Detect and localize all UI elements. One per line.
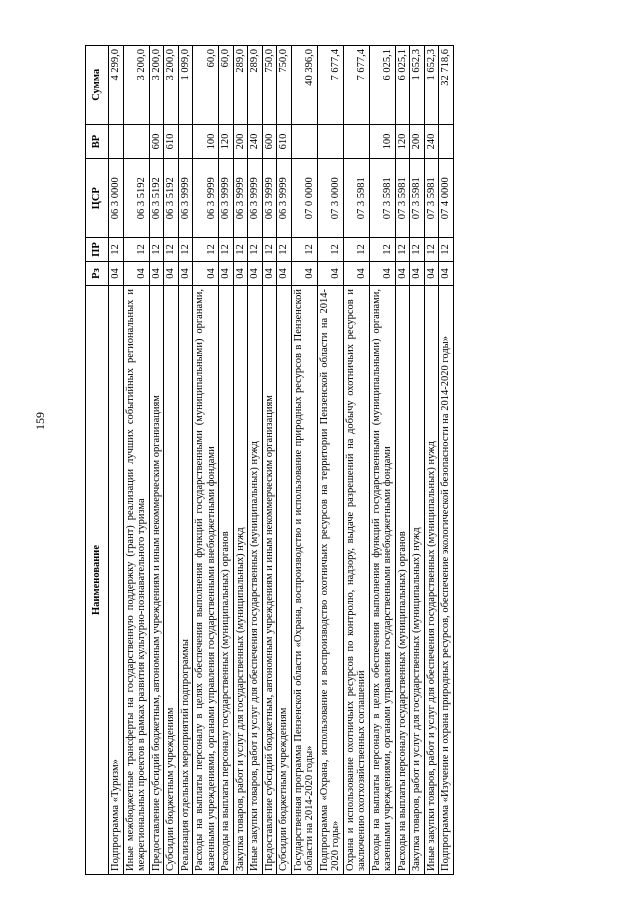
cell-sum: 60,0 (219, 46, 234, 125)
cell-rz: 04 (109, 262, 124, 286)
cell-vr (123, 124, 149, 159)
cell-pr: 12 (291, 238, 317, 262)
cell-name: Реализация отдельных мероприятий подпрограммы (178, 285, 193, 874)
cell-csr: 07 3 0000 (317, 159, 343, 238)
table-row (439, 46, 454, 875)
cell-rz: 04 (233, 262, 248, 286)
cell-csr: 06 3 0000 (109, 159, 124, 238)
cell-rz: 04 (410, 262, 425, 286)
table-row (219, 46, 234, 875)
cell-vr (291, 124, 317, 159)
cell-csr: 06 3 9999 (262, 159, 277, 238)
cell-rz: 04 (317, 262, 343, 286)
cell-pr: 12 (219, 238, 234, 262)
cell-name: Расходы на выплаты персоналу в целях обеспечения выполнения функций государственными (муниципальными) органами, казенными учреждениями, органами управления государственными внебюджетными фондами (193, 285, 219, 874)
cell-rz: 04 (439, 262, 454, 286)
cell-vr: 600 (149, 124, 164, 159)
cell-rz: 04 (291, 262, 317, 286)
cell-csr: 07 3 5981 (369, 159, 395, 238)
cell-sum: 60,0 (193, 46, 219, 125)
table-row (233, 46, 248, 875)
table-row (109, 46, 124, 875)
budget-table (85, 45, 454, 875)
cell-rz: 04 (178, 262, 193, 286)
header-pr: ПР (86, 238, 109, 262)
cell-vr (343, 124, 369, 159)
cell-csr: 07 3 5981 (424, 159, 439, 238)
cell-rz: 04 (395, 262, 410, 286)
cell-rz: 04 (149, 262, 164, 286)
cell-rz: 04 (369, 262, 395, 286)
header-rz: Рз (86, 262, 109, 286)
table-row (193, 46, 219, 875)
cell-vr: 120 (219, 124, 234, 159)
cell-csr: 06 3 9999 (219, 159, 234, 238)
cell-name: Расходы на выплаты персоналу в целях обеспечения выполнения функций государственными (муниципальными) органами, казенными учреждениями, органами управления государственными внебюджетными фондами (369, 285, 395, 874)
cell-pr: 12 (410, 238, 425, 262)
cell-csr: 07 3 5981 (343, 159, 369, 238)
cell-csr: 07 3 5981 (395, 159, 410, 238)
cell-pr: 12 (149, 238, 164, 262)
table-row (291, 46, 317, 875)
cell-rz: 04 (219, 262, 234, 286)
cell-sum: 6 025,1 (395, 46, 410, 125)
cell-pr: 12 (233, 238, 248, 262)
cell-rz: 04 (343, 262, 369, 286)
cell-sum: 32 718,6 (439, 46, 454, 125)
cell-name: Предоставление субсидий бюджетным, автономным учреждениям и иным некоммерческим организациям (262, 285, 277, 874)
cell-name: Предоставление субсидий бюджетным, автономным учреждениям и иным некоммерческим организациям (149, 285, 164, 874)
cell-rz: 04 (248, 262, 263, 286)
cell-rz: 04 (123, 262, 149, 286)
cell-sum: 40 396,0 (291, 46, 317, 125)
cell-pr: 12 (248, 238, 263, 262)
cell-pr: 12 (178, 238, 193, 262)
cell-pr: 12 (123, 238, 149, 262)
cell-pr: 12 (343, 238, 369, 262)
cell-name: Субсидии бюджетным учреждениям (277, 285, 292, 874)
cell-sum: 1 099,0 (178, 46, 193, 125)
cell-name: Государственная программа Пензенской области «Охрана, воспроизводство и использование природных ресурсов в Пензенской области на 2014-2020 годы» (291, 285, 317, 874)
cell-pr: 12 (424, 238, 439, 262)
cell-name: Закупка товаров, работ и услуг для государственных (муниципальных) нужд (233, 285, 248, 874)
cell-rz: 04 (262, 262, 277, 286)
cell-rz: 04 (424, 262, 439, 286)
cell-sum: 289,0 (233, 46, 248, 125)
cell-sum: 289,0 (248, 46, 263, 125)
table-row (424, 46, 439, 875)
cell-sum: 750,0 (277, 46, 292, 125)
cell-pr: 12 (439, 238, 454, 262)
cell-csr: 07 0 0000 (291, 159, 317, 238)
cell-csr: 06 3 9999 (233, 159, 248, 238)
cell-vr (439, 124, 454, 159)
cell-vr: 120 (395, 124, 410, 159)
cell-name: Расходы на выплаты персоналу государственных (муниципальных) органов (219, 285, 234, 874)
cell-vr (178, 124, 193, 159)
page-number: 159 (33, 412, 47, 430)
cell-name: Иные закупки товаров, работ и услуг для обеспечения государственных (муниципальных) нужд (424, 285, 439, 874)
cell-name: Расходы на выплаты персоналу государственных (муниципальных) органов (395, 285, 410, 874)
cell-pr: 12 (369, 238, 395, 262)
cell-vr (109, 124, 124, 159)
table-row (369, 46, 395, 875)
cell-name: Иные межбюджетные трансферты на государственную поддержку (грант) реализации лучших событийных региональных и межрегиональных проектов в рамках развития культурно-познавательного туризма (123, 285, 149, 874)
table-row (123, 46, 149, 875)
table-row (164, 46, 179, 875)
cell-csr: 06 3 9999 (277, 159, 292, 238)
rotated-table-wrapper (85, 45, 565, 875)
cell-pr: 12 (262, 238, 277, 262)
cell-vr: 600 (262, 124, 277, 159)
cell-pr: 12 (164, 238, 179, 262)
cell-name: Подпрограмма «Охрана, использование и воспроизводство охотничьих ресурсов на территории Пензенской области на 2014-2020 годы» (317, 285, 343, 874)
cell-rz: 04 (164, 262, 179, 286)
cell-pr: 12 (395, 238, 410, 262)
cell-csr: 06 3 9999 (178, 159, 193, 238)
cell-name: Подпрограмма «Туризм» (109, 285, 124, 874)
table-row (178, 46, 193, 875)
cell-sum: 1 652,3 (410, 46, 425, 125)
cell-rz: 04 (193, 262, 219, 286)
table-row (343, 46, 369, 875)
cell-vr (317, 124, 343, 159)
table-row (248, 46, 263, 875)
header-csr: ЦСР (86, 159, 109, 238)
cell-name: Охрана и использование охотничьих ресурсов по контролю, надзору, выдаче разрешений на добычу охотничьих ресурсов и заключению охотхозяйственных соглашений (343, 285, 369, 874)
cell-vr: 100 (369, 124, 395, 159)
cell-pr: 12 (277, 238, 292, 262)
cell-csr: 07 3 5981 (410, 159, 425, 238)
cell-pr: 12 (109, 238, 124, 262)
cell-vr: 240 (424, 124, 439, 159)
cell-vr: 100 (193, 124, 219, 159)
cell-name: Субсидии бюджетным учреждениям (164, 285, 179, 874)
cell-sum: 6 025,1 (369, 46, 395, 125)
table-row (410, 46, 425, 875)
cell-csr: 07 4 0000 (439, 159, 454, 238)
cell-rz: 04 (277, 262, 292, 286)
cell-vr: 610 (277, 124, 292, 159)
cell-pr: 12 (317, 238, 343, 262)
cell-sum: 3 200,0 (164, 46, 179, 125)
table-row (277, 46, 292, 875)
cell-sum: 3 200,0 (149, 46, 164, 125)
cell-csr: 06 3 5192 (123, 159, 149, 238)
cell-sum: 750,0 (262, 46, 277, 125)
cell-name: Иные закупки товаров, работ и услуг для обеспечения государственных (муниципальных) нужд (248, 285, 263, 874)
cell-csr: 06 3 9999 (193, 159, 219, 238)
header-sum: Сумма (86, 46, 109, 125)
header-name: Наименование (86, 285, 109, 874)
cell-vr: 610 (164, 124, 179, 159)
table-row (317, 46, 343, 875)
cell-sum: 7 677,4 (317, 46, 343, 125)
cell-csr: 06 3 5192 (164, 159, 179, 238)
cell-pr: 12 (193, 238, 219, 262)
header-vr: ВР (86, 124, 109, 159)
table-row (262, 46, 277, 875)
cell-sum: 1 652,3 (424, 46, 439, 125)
cell-sum: 4 299,0 (109, 46, 124, 125)
table-row (395, 46, 410, 875)
cell-sum: 3 200,0 (123, 46, 149, 125)
cell-csr: 06 3 5192 (149, 159, 164, 238)
table-row (149, 46, 164, 875)
cell-vr: 200 (410, 124, 425, 159)
cell-sum: 7 677,4 (343, 46, 369, 125)
cell-name: Подпрограмма «Изучение и охрана природных ресурсов, обеспечение экологической безопасности на 2014-2020 годы» (439, 285, 454, 874)
header-row (86, 46, 109, 875)
cell-csr: 06 3 9999 (248, 159, 263, 238)
cell-vr: 200 (233, 124, 248, 159)
cell-vr: 240 (248, 124, 263, 159)
cell-name: Закупка товаров, работ и услуг для государственных (муниципальных) нужд (410, 285, 425, 874)
